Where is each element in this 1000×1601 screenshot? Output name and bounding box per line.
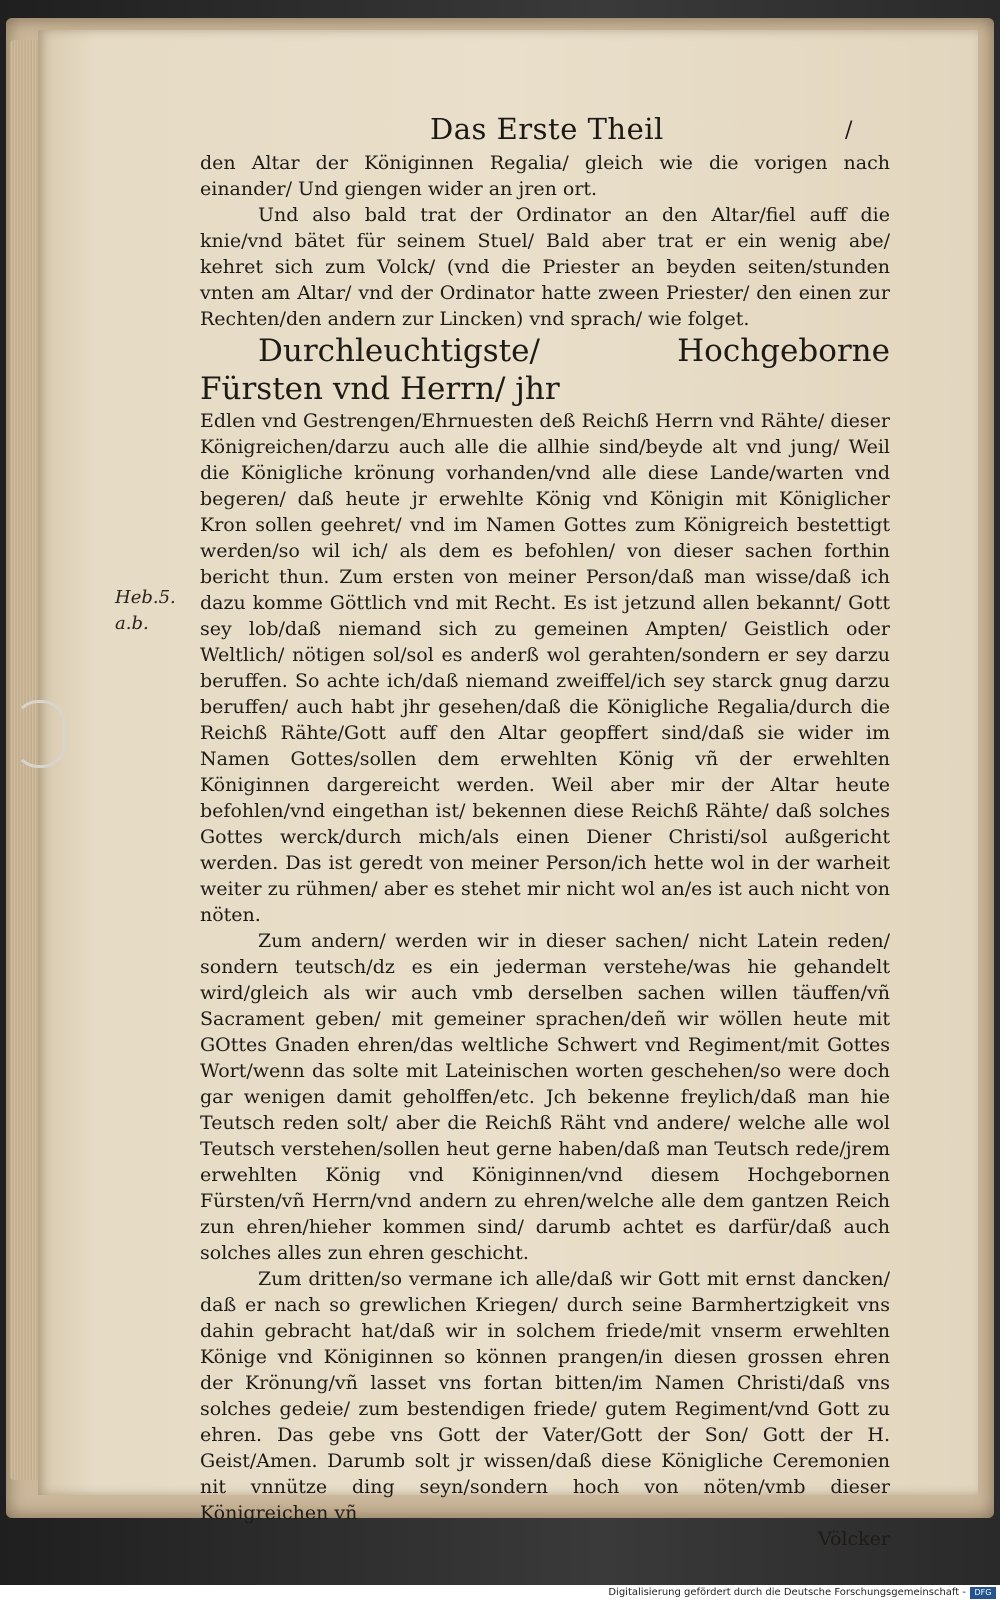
dfg-logo: DFG: [970, 1587, 996, 1599]
body-text: [200, 150, 890, 1552]
marginal-note-line1: Heb.5.: [115, 587, 176, 608]
head-mark: /: [845, 118, 853, 143]
catchword: Völcker: [818, 1528, 890, 1550]
footer-credit: Digitalisierung gefördert durch die Deutsche Forschungsgemeinschaft -: [608, 1587, 966, 1598]
paragraph-5: Zum dritten/so vermane ich alle/daß wir Gott mit ernst dancken/ daß er nach so grewlichen Kriegen/ durch seine Barmhertzigkeit vns dahin gebracht hat/daß wir in solchem friede/mit vnserm erwehlten Könige vnd Königinnen so können prangen/in diesen grossen ehren der Krönung/vñ lasset vns fortan bitten/im Namen Christi/daß vns solches gedeie/ zum bestendigen friede/ gutem Regiment/vnd Gott zu ehren. Das gebe vns Gott der Vater/Gott der Son/ Gott der H. Geist/Amen. Darumb solt jr wissen/daß diese Königliche Ceremonien nit vnnütze ding seyn/sondern hoch von nöten/vmb dieser Königreichen vñ: [200, 1268, 890, 1524]
running-head: Das Erste Theil: [430, 112, 664, 146]
paragraph-2: Und also bald trat der Ordinator an den Altar/fiel auff die knie/vnd bätet für seinem Stuel/ Bald aber trat er ein wenig abe/ kehret sich zum Volck/ (vnd die Priester an beyden seiten/stunden vnten am Altar/ vnd der Ordinator hatte zween Priester/ den einen zur Rechten/den andern zur Lincken) vnd sprach/ wie folget.: [200, 204, 890, 330]
speech-opening: Durchleuchtigste/ Hochgeborne Fürsten vnd Herrn/ jhr: [200, 333, 890, 407]
paragraph-3: Edlen vnd Gestrengen/Ehrnuesten deß Reichß Herrn vnd Rähte/ dieser Königreichen/darzu auch alle die allhie sind/beyde alt vnd jung/ Weil die Königliche krönung vorhanden/vnd alle diese Lande/warten vnd begeren/ daß heute jr erwehlte König vnd Königin mit Königlicher Kron sollen geehret/ vnd im Namen Gottes zum Königreich bestettigt werden/so wil ich/ als dem es befohlen/ von dieser sachen forthin bericht thun. Zum ersten von meiner Person/daß man wisse/daß ich dazu komme Göttlich vnd mit Recht. Es ist jetzund allen bekannt/ Gott sey lob/daß niemand sich zu gemeinen Ampten/ Geistlich oder Weltlich/ nötigen sol/sol es anderß wol gerahten/sondern er sey darzu beruffen. So achte ich/daß niemand zweiffel/ich sey starck gnug darzu beruffen/ auch habt jhr gesehen/daß die Königliche Regalia/durch die Reichß Rähte/Gott auff den Altar geopffert sind/daß sie wider im Namen Gottes/sollen dem erwehlten König vñ der erwehlten Königinnen dargereicht werden. Weil aber mir der Altar heute befohlen/vnd eingethan ist/ bekennen diese Reichß Rähte/ daß solches Gottes werck/durch mich/als einen Diener Christi/sol außgericht werden. Das ist geredt von meiner Person/ich hette wol in der warheit weiter zu rühmen/ aber es stehet mir nicht wol an/es ist auch nicht von nöten.: [200, 410, 890, 926]
marginal-note: [115, 585, 185, 637]
paragraph-1: den Altar der Königinnen Regalia/ gleich wie die vorigen nach einander/ Und giengen wider an jren ort.: [200, 152, 890, 200]
book-clip: [14, 700, 66, 768]
marginal-note-line2: a.b.: [115, 613, 149, 634]
paragraph-4: Zum andern/ werden wir in dieser sachen/ nicht Latein reden/ sondern teutsch/dz es ein jederman verstehe/was hie gehandelt wird/gleich als wir auch vmb derselben sachen willen täuffen/vñ Sacrament geben/ mit gemeiner sprachen/deñ wir wöllen heute mit GOttes Gnaden ehren/das weltliche Schwert vnd Regiment/mit Gottes Wort/wenn das solte mit Lateinischen worten geschehen/so were doch gar wenigen damit geholffen/etc. Jch bekenne freylich/daß man hie Teutsch reden solt/ aber die Reichß Räht vnd andere/ welche alle wol Teutsch verstehen/sollen heut gerne haben/daß man Teutsch rede/jrem erwehlten König vnd Königinnen/vnd diesem Hochgebornen Fürsten/vñ Herrn/vnd andern zu ehren/welche alle dem gantzen Reich zun ehren/hieher kommen sind/ darumb achtet es darfür/daß auch solches alles zun ehren geschicht.: [200, 930, 890, 1264]
